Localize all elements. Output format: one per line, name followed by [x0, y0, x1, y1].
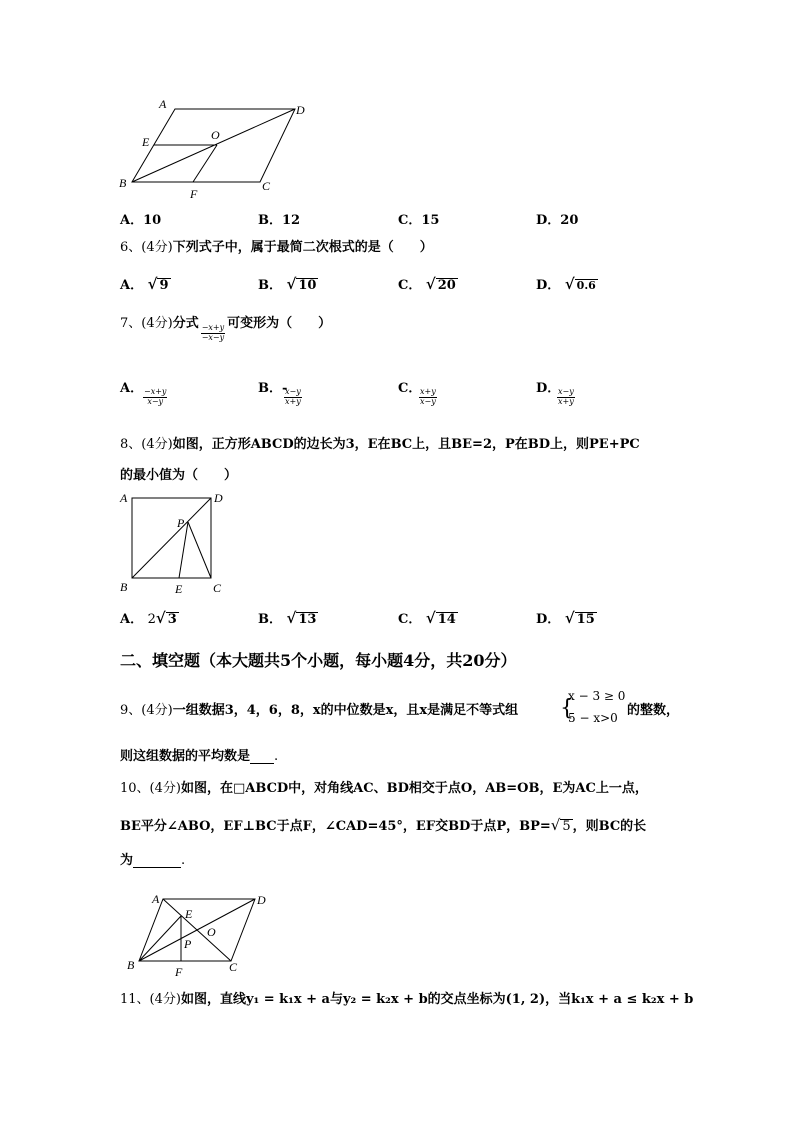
q8-question-line1: 8、(4分)如图，正方形ABCD的边长为3，E在BC上，且BE=2，P在BD上，则PE+PC	[120, 437, 640, 452]
q7-fraction: $\frac{-x+y}{-x-y}$	[201, 323, 225, 342]
figure-square-q8	[112, 488, 236, 598]
label-F: F	[175, 965, 183, 979]
q8-option-c: C． √ 14	[398, 609, 456, 627]
q5-option-c: C．15	[398, 213, 440, 228]
label-E: E	[175, 582, 183, 596]
q6-option-c: C． √ 20	[398, 275, 456, 293]
label-E: E	[185, 907, 193, 921]
q9-answer-blank[interactable]	[250, 750, 274, 764]
label-P: P	[184, 937, 192, 951]
label-D: D	[296, 103, 305, 117]
q6-option-d: D． √ 0.6	[536, 275, 596, 293]
figure-parallelogram-q10	[118, 884, 276, 980]
q9-inequality-system: { x − 3 ≥ 0 5 − x>0	[560, 689, 626, 726]
q7-option-d-fraction: $\frac{x-y}{x+y}$	[558, 387, 574, 406]
q7-option-b: B．-	[258, 381, 288, 396]
label-B: B	[127, 958, 135, 972]
q7-question: 7、(4分)分式 $\frac{-x+y}{-x-y}$ 可变形为（ ）	[120, 315, 332, 342]
label-A: A	[152, 892, 160, 906]
q5-option-d: D．20	[536, 213, 579, 228]
q9-question-line2: 则这组数据的平均数是 .	[120, 749, 279, 764]
label-F: F	[190, 187, 198, 201]
label-E: E	[142, 135, 150, 149]
q8-option-d: D． √ 15	[536, 609, 595, 627]
label-P: P	[177, 516, 185, 530]
q9-question-line1: 9、(4分)一组数据3，4，6，8，x的中位数是x，且x是满足不等式组	[120, 703, 519, 718]
q6-option-b: B． √ 10	[258, 275, 317, 293]
q8-option-b: B． √ 13	[258, 609, 317, 627]
q6-option-a: A． √ 9	[120, 275, 169, 293]
label-O: O	[207, 925, 216, 939]
label-C: C	[229, 960, 238, 974]
q9-inequality-1: x − 3 ≥ 0	[568, 689, 626, 703]
label-C: C	[262, 179, 271, 193]
q10-answer-blank[interactable]	[133, 854, 181, 868]
q10-question-line3: 为 .	[120, 853, 186, 868]
q7-option-d: D．	[536, 381, 561, 396]
q9-inequality-2: 5 − x>0	[568, 711, 618, 726]
q11-question: 11、(4分)如图，直线y₁ = k₁x + a与y₂ = k₂x + b的交点坐标为(1, 2)，当k₁x + a ≤ k₂x + b	[120, 992, 694, 1007]
q7-option-b-fraction: $\frac{x-y}{x+y}$	[285, 387, 301, 406]
q5-option-b: B．12	[258, 213, 301, 228]
section-2-title: 二、填空题（本大题共5个小题，每小题4分，共20分）	[120, 651, 517, 670]
label-C: C	[213, 581, 222, 595]
q9-text-after: 的整数，	[627, 703, 680, 718]
q10-question-line2: BE平分∠ABO，EF⊥BC于点F，∠CAD=45°，EF交BD于点P，BP=√ 5 ，则BC的长	[120, 816, 647, 834]
label-D: D	[257, 893, 266, 907]
q6-question	[120, 241, 433, 254]
q7-option-c: C．	[398, 381, 422, 396]
label-A: A	[120, 491, 128, 505]
q7-option-c-fraction: $\frac{x+y}{x-y}$	[420, 387, 436, 406]
q7-option-a-fraction: $\frac{-x+y}{x-y}$	[144, 387, 167, 406]
q6-text: 下列式子中，属于最简二次根式的是（ ）	[172, 240, 433, 255]
q5-option-a: A．10	[120, 213, 162, 228]
label-A: A	[159, 97, 167, 111]
q8-question-line2: 的最小值为（ ）	[120, 468, 238, 483]
q10-question-line1: 10、(4分)如图，在□ABCD中，对角线AC、BD相交于点O，AB=OB，E为AC上一点，	[120, 781, 648, 796]
q7-option-a: A．	[120, 381, 144, 396]
label-B: B	[120, 580, 128, 594]
q6-number: 6、(4分)	[120, 240, 173, 255]
label-O: O	[211, 128, 220, 142]
label-B: B	[119, 176, 127, 190]
figure-parallelogram-1	[110, 92, 320, 204]
label-D: D	[214, 491, 223, 505]
q8-option-a: A． 2√ 3	[120, 609, 177, 627]
